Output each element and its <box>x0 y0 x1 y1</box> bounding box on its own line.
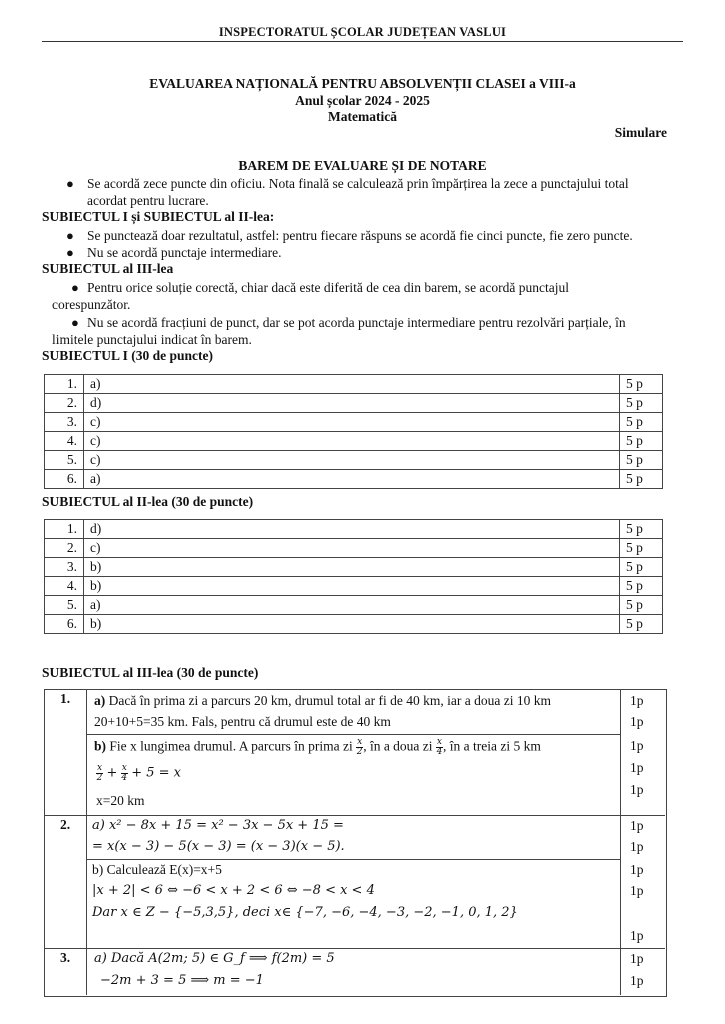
q1a-text: Dacă în prima zi a parcurs 20 km, drumul total ar fi de 40 km, iar a doua zi 10 km <box>108 693 551 708</box>
points: 5 p <box>620 596 663 615</box>
q3-point-2: 1p <box>630 973 644 988</box>
subject3-title: SUBIECTUL al III-lea (30 de puncte) <box>42 665 259 680</box>
q1a-label: a) <box>94 693 106 708</box>
row-divider <box>44 948 665 949</box>
q1b-line1 <box>94 738 541 757</box>
answer: c) <box>84 432 620 451</box>
item-number: 3. <box>45 413 84 432</box>
s12-rule-2: Nu se acordă punctaje intermediare. <box>87 245 282 260</box>
points: 5 p <box>620 375 663 394</box>
item-number: 1. <box>45 375 84 394</box>
points: 5 p <box>620 539 663 558</box>
q3a-line1: a) Dacă A(2m; 5) ∈ G_f ⟹ f(2m) = 5 <box>94 951 335 966</box>
q1-point-3: 1p <box>630 738 644 753</box>
s12-rule-1: Se punctează doar rezultatul, astfel: pentru fiecare răspuns se acordă fie cinci puncte, fie zero puncte. <box>87 228 633 243</box>
answer: c) <box>84 451 620 470</box>
points: 5 p <box>620 394 663 413</box>
school-year: Anul școlar 2024 - 2025 <box>295 93 430 108</box>
q3-point-1: 1p <box>630 951 644 966</box>
answer: b) <box>84 558 620 577</box>
q2-point-4: 1p <box>630 883 644 898</box>
q1b-label: b) <box>94 738 107 754</box>
points: 5 p <box>620 470 663 489</box>
q1-point-1: 1p <box>630 693 644 708</box>
q2b-line1: b) Calculează E(x)=x+5 <box>92 862 222 877</box>
fraction-x-over-2 <box>96 764 103 783</box>
s3-rule-1-cont: corespunzător. <box>52 297 131 312</box>
s3-heading: SUBIECTUL al III-lea <box>42 261 174 276</box>
fraction-x-over-4 <box>121 764 128 783</box>
barem-title: BAREM DE EVALUARE ȘI DE NOTARE <box>238 158 487 173</box>
subject2-title: SUBIECTUL al II-lea (30 de puncte) <box>42 494 254 509</box>
subject1-title: SUBIECTUL I (30 de puncte) <box>42 348 214 363</box>
points: 5 p <box>620 615 663 634</box>
item-number: 4. <box>45 577 84 596</box>
q1b-text-c: , în a treia zi 5 km <box>443 738 541 754</box>
points: 5 p <box>620 577 663 596</box>
row-divider <box>86 859 621 860</box>
table-row <box>45 470 663 489</box>
answer: d) <box>84 520 620 539</box>
q2-point-3: 1p <box>630 862 644 877</box>
frac-num: x <box>121 763 127 773</box>
bullet-icon: ● <box>71 280 79 295</box>
equation-tail: + 5 = x <box>131 765 181 781</box>
q1b-text-b: , în a doua zi <box>363 738 433 754</box>
q3a-line2: −2m + 3 = 5 ⟹ m = −1 <box>100 973 264 988</box>
table-row <box>45 451 663 470</box>
exam-type: Simulare <box>614 125 667 140</box>
subject-name: Matematică <box>328 109 397 124</box>
table-row <box>45 432 663 451</box>
q1-point-5: 1p <box>630 782 644 797</box>
inspectorate-header: INSPECTORATUL ȘCOLAR JUDEȚEAN VASLUI <box>218 25 507 39</box>
row-divider <box>86 734 621 735</box>
q1-point-2: 1p <box>630 714 644 729</box>
answer: b) <box>84 615 620 634</box>
item-number: 6. <box>45 615 84 634</box>
q2-point-2: 1p <box>630 839 644 854</box>
bullet-icon: ● <box>71 315 79 330</box>
frac-den: 4 <box>436 747 443 757</box>
item-number: 2. <box>45 539 84 558</box>
general-rule-line1: Se acordă zece puncte din oficiu. Nota finală se calculează prin împărțirea la zece a punctajului total <box>87 176 629 191</box>
s12-heading: SUBIECTUL I și SUBIECTUL al II-lea: <box>42 209 275 224</box>
general-rule-line2: acordat pentru lucrare. <box>87 193 209 208</box>
q1b-result: x=20 km <box>96 793 145 808</box>
header-rule <box>42 41 683 42</box>
q1-number: 1. <box>60 691 71 706</box>
bullet-icon: ● <box>66 245 74 260</box>
q2b-line2: |x + 2| < 6 ⇔ −6 < x + 2 < 6 ⇔ −8 < x < 4 <box>92 883 375 898</box>
q1a-line2: 20+10+5=35 km. Fals, pentru că drumul este de 40 km <box>94 714 391 729</box>
q3-number: 3. <box>60 950 71 965</box>
table-row <box>45 596 663 615</box>
frac-den: 2 <box>96 773 103 783</box>
item-number: 4. <box>45 432 84 451</box>
frac-den: 2 <box>356 747 363 757</box>
frac-num: x <box>97 763 103 773</box>
table-row <box>45 615 663 634</box>
table-row <box>45 558 663 577</box>
q2b-line3: Dar x ∈ Z − {−5,3,5}, deci x∈ {−7, −6, −4, −3, −2, −1, 0, 1, 2} <box>92 905 518 920</box>
q2-number: 2. <box>60 817 71 832</box>
row-divider <box>44 815 665 816</box>
item-number: 3. <box>45 558 84 577</box>
q2-point-5: 1p <box>630 928 644 943</box>
item-number: 2. <box>45 394 84 413</box>
subject1-table <box>44 374 663 489</box>
table-row <box>45 539 663 558</box>
answer: c) <box>84 539 620 558</box>
q1b-equation <box>96 764 181 783</box>
s3-rule-1: Pentru orice soluție corectă, chiar dacă este diferită de cea din barem, se acordă punctajul <box>87 280 570 295</box>
item-number: 1. <box>45 520 84 539</box>
table-row <box>45 394 663 413</box>
s3-rule-2: Nu se acordă fracțiuni de punct, dar se pot acorda punctaje intermediare pentru rezolvări parțiale, în <box>87 315 626 330</box>
q2a-line2: = x(x − 3) − 5(x − 3) = (x − 3)(x − 5). <box>92 839 345 854</box>
answer: a) <box>84 470 620 489</box>
q2-point-1: 1p <box>630 818 644 833</box>
points: 5 p <box>620 432 663 451</box>
q2a-line1: a) x² − 8x + 15 = x² − 3x − 5x + 15 = <box>92 818 344 833</box>
points: 5 p <box>620 413 663 432</box>
answer: d) <box>84 394 620 413</box>
answer: a) <box>84 375 620 394</box>
table-row <box>45 375 663 394</box>
q1-point-4: 1p <box>630 760 644 775</box>
q1a-line1 <box>94 693 551 709</box>
bullet-icon: ● <box>66 176 74 191</box>
item-number: 5. <box>45 451 84 470</box>
exam-title: EVALUAREA NAȚIONALĂ PENTRU ABSOLVENȚII CLASEI a VIII-a <box>149 76 576 91</box>
table-row <box>45 520 663 539</box>
subject2-table <box>44 519 663 634</box>
item-number: 5. <box>45 596 84 615</box>
item-number: 6. <box>45 470 84 489</box>
answer: a) <box>84 596 620 615</box>
frac-num: x <box>436 737 442 747</box>
answer: c) <box>84 413 620 432</box>
bullet-icon: ● <box>66 228 74 243</box>
frac-den: 4 <box>121 773 128 783</box>
points: 5 p <box>620 520 663 539</box>
table-row <box>45 413 663 432</box>
answer: b) <box>84 577 620 596</box>
table-row <box>45 577 663 596</box>
q1b-text-a: Fie x lungimea drumul. A parcurs în prima zi <box>109 738 353 754</box>
frac-num: x <box>357 737 363 747</box>
points: 5 p <box>620 558 663 577</box>
s3-rule-2-cont: limitele punctajului indicat în barem. <box>52 332 252 347</box>
points: 5 p <box>620 451 663 470</box>
plus-sign: + <box>106 765 118 781</box>
fraction-x-over-4 <box>436 738 443 757</box>
